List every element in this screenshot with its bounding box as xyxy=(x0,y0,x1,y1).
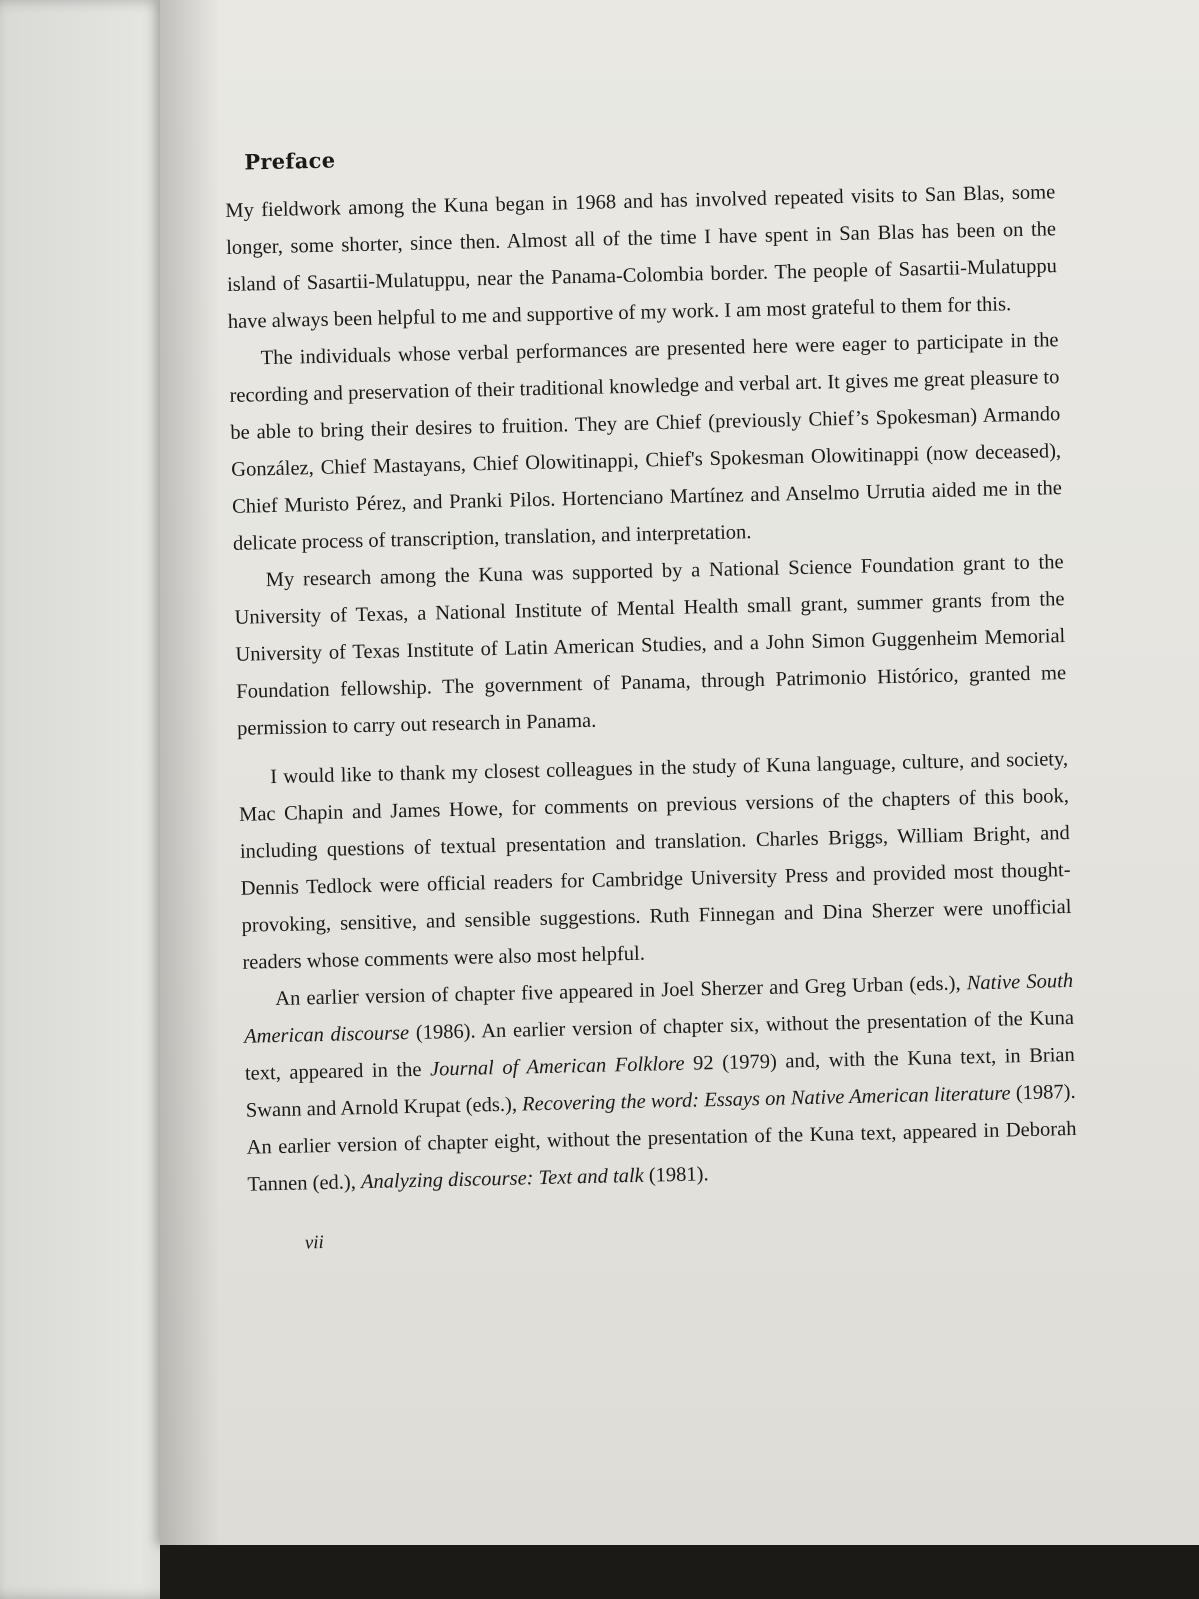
p5-text-4: (1987). An earlier version of chapter eight, without the presentation of the Kuna text, appeared in Deborah Tannen (ed.), xyxy=(246,1080,1077,1196)
paragraph-2: The individuals whose verbal performances are presented here were eager to participate in the recording and preservation of their traditional knowledge and verbal art. It gives me great pleasure to be able to bring their desires to fruition. They are Chief (previously Chief’s Spokesman) Armando González, Chief Mastayans, Chief Olowitinappi, Chief's Spokesman Olowitinappi (now deceased), Chief Muristo Pérez, and Pranki Pilos. Hortenciano Martínez and Anselmo Urrutia aided me in the delicate process of transcription, translation, and interpretation. xyxy=(229,329,1063,555)
p5-title-3: Recovering the word: Essays on Native American literature xyxy=(521,1082,1011,1116)
p5-title-1: Native South American discourse xyxy=(243,969,1074,1048)
section-heading: Preface xyxy=(243,147,336,175)
paragraph-5 xyxy=(243,963,1078,1204)
p5-title-4: Analyzing discourse: Text and talk xyxy=(360,1164,644,1194)
paragraph-1: My fieldwork among the Kuna began in 1968 and has involved repeated visits to San Blas, some longer, some shorter, since then. Almost all of the time I have spent in San Blas has been on the island of Sasartii-Mulatuppu, near the Panama-Colombia border. The people of Sasartii-Mulatuppu have always been helpful to me and supportive of my work. I am most grateful to them for this. xyxy=(225,181,1058,333)
p5-title-2: Journal of American Folklore xyxy=(429,1052,685,1081)
page-bottom-edge xyxy=(160,1545,1199,1599)
p5-text-3: 92 (1979) and, with the Kuna text, in Brian Swann and Arnold Krupat (eds.), xyxy=(245,1043,1075,1122)
p5-text-2: (1986). An earlier version of chapter six, without the presentation of the Kuna text, appeared in the xyxy=(244,1006,1075,1085)
page-number: vii xyxy=(304,1232,325,1254)
paragraph-3: My research among the Kuna was supported by a National Science Foundation grant to the University of Texas, a National Institute of Mental Health small grant, summer grants from the University of Texas Institute of Latin American Studies, and a John Simon Guggenheim Memorial Foundation fellowship. The government of Panama, through Patrimonio Histórico, granted me permission to carry out research in Panama. xyxy=(234,551,1067,740)
p5-text-5: (1981). xyxy=(643,1163,709,1187)
p5-text-1: An earlier version of chapter five appeared in Joel Sherzer and Greg Urban (eds.), xyxy=(275,972,967,1011)
page-text xyxy=(224,131,1079,1256)
paragraph-4: I would like to thank my closest colleagues in the study of Kuna language, culture, and society, Mac Chapin and James Howe, for comments on previous versions of the chapters of this book, including questions of textual presentation and translation. Charles Briggs, William Bright, and Dennis Tedlock were official readers for Cambridge University Press and provided most thought-provoking, sensitive, and sensible suggestions. Ruth Finnegan and Dina Sherzer were unofficial readers whose comments were also most helpful. xyxy=(238,748,1072,974)
